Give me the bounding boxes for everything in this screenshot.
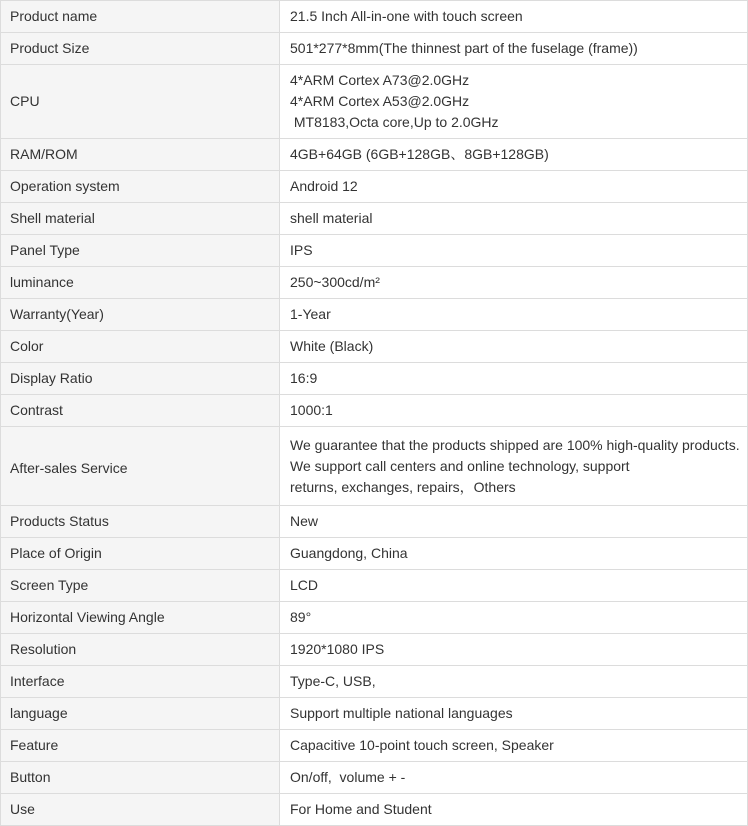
spec-label: Button <box>1 762 280 794</box>
spec-row-product-size <box>1 33 748 65</box>
spec-row-color <box>1 331 748 363</box>
spec-label: Horizontal Viewing Angle <box>1 602 280 634</box>
spec-value <box>280 363 748 395</box>
spec-row-place-of-origin <box>1 538 748 570</box>
spec-value-line: On/off, volume + - <box>290 769 406 785</box>
spec-label: Feature <box>1 730 280 762</box>
spec-row-use <box>1 794 748 826</box>
spec-value <box>280 139 748 171</box>
spec-value <box>280 666 748 698</box>
spec-row-display-ratio <box>1 363 748 395</box>
spec-value <box>280 538 748 570</box>
spec-row-button <box>1 762 748 794</box>
spec-value <box>280 203 748 235</box>
spec-value <box>280 427 748 506</box>
spec-row-resolution <box>1 634 748 666</box>
spec-label: Product Size <box>1 33 280 65</box>
spec-label: Panel Type <box>1 235 280 267</box>
spec-row-interface <box>1 666 748 698</box>
spec-label: Display Ratio <box>1 363 280 395</box>
spec-label: Products Status <box>1 506 280 538</box>
spec-row-screen-type <box>1 570 748 602</box>
spec-row-after-sales-service <box>1 427 748 506</box>
spec-value-line: Type-C, USB, <box>290 673 376 689</box>
spec-value-line: 4*ARM Cortex A53@2.0GHz <box>290 93 470 109</box>
spec-value-line: 1-Year <box>290 306 331 322</box>
spec-value <box>280 331 748 363</box>
spec-row-luminance <box>1 267 748 299</box>
spec-label: luminance <box>1 267 280 299</box>
spec-row-cpu <box>1 65 748 139</box>
spec-value-line: MT8183,Octa core,Up to 2.0GHz <box>290 114 499 130</box>
spec-label: Contrast <box>1 395 280 427</box>
spec-label: Interface <box>1 666 280 698</box>
spec-value-line: 1920*1080 IPS <box>290 641 385 657</box>
spec-value <box>280 1 748 33</box>
spec-row-warranty <box>1 299 748 331</box>
spec-value-line: We guarantee that the products shipped are 100% high-quality products. We support call centers and online technology, support <box>290 436 740 474</box>
spec-row-panel-type <box>1 235 748 267</box>
spec-value <box>280 634 748 666</box>
spec-row-products-status <box>1 506 748 538</box>
spec-value-line: White (Black) <box>290 338 374 354</box>
spec-value-line: 21.5 Inch All-in-one with touch screen <box>290 8 523 24</box>
spec-value <box>280 602 748 634</box>
spec-row-shell-material <box>1 203 748 235</box>
spec-value-line: 16:9 <box>290 370 318 386</box>
spec-value <box>280 395 748 427</box>
spec-value-line: returns, exchanges, repairs，Others <box>290 478 516 495</box>
spec-label: CPU <box>1 65 280 139</box>
spec-value-line: LCD <box>290 577 319 593</box>
spec-row-horizontal-viewing-angle <box>1 602 748 634</box>
spec-value-line: 89° <box>290 609 312 625</box>
spec-label: Resolution <box>1 634 280 666</box>
spec-label: Screen Type <box>1 570 280 602</box>
spec-row-ram-rom <box>1 139 748 171</box>
spec-value-line: IPS <box>290 242 313 258</box>
spec-value-line: 1000:1 <box>290 402 333 418</box>
spec-value-line: 250~300cd/m² <box>290 274 380 290</box>
spec-value <box>280 570 748 602</box>
spec-label: Color <box>1 331 280 363</box>
spec-value-line: shell material <box>290 210 373 226</box>
spec-value-line: For Home and Student <box>290 801 432 817</box>
spec-value <box>280 794 748 826</box>
spec-value-line: New <box>290 513 319 529</box>
spec-label: After-sales Service <box>1 427 280 506</box>
spec-value <box>280 506 748 538</box>
spec-row-language <box>1 698 748 730</box>
spec-value <box>280 698 748 730</box>
spec-label: Shell material <box>1 203 280 235</box>
spec-label: Operation system <box>1 171 280 203</box>
spec-label: Product name <box>1 1 280 33</box>
spec-value-line: Android 12 <box>290 178 358 194</box>
spec-value <box>280 267 748 299</box>
spec-value <box>280 65 748 139</box>
spec-value-line: Guangdong, China <box>290 545 408 561</box>
spec-label: Warranty(Year) <box>1 299 280 331</box>
spec-row-feature <box>1 730 748 762</box>
spec-row-contrast <box>1 395 748 427</box>
spec-label: Use <box>1 794 280 826</box>
spec-value-line: Capacitive 10-point touch screen, Speaker <box>290 737 554 753</box>
spec-row-operation-system <box>1 171 748 203</box>
spec-value <box>280 235 748 267</box>
spec-value <box>280 730 748 762</box>
spec-value <box>280 762 748 794</box>
spec-value <box>280 171 748 203</box>
spec-value-line: 4GB+64GB (6GB+128GB、8GB+128GB) <box>290 146 549 162</box>
spec-label: language <box>1 698 280 730</box>
spec-label: RAM/ROM <box>1 139 280 171</box>
spec-row-product-name <box>1 1 748 33</box>
spec-value-line: 501*277*8mm(The thinnest part of the fuselage (frame)) <box>290 40 638 56</box>
spec-value-line: Support multiple national languages <box>290 705 513 721</box>
spec-label: Place of Origin <box>1 538 280 570</box>
spec-value <box>280 33 748 65</box>
spec-value <box>280 299 748 331</box>
spec-value-line: 4*ARM Cortex A73@2.0GHz <box>290 72 470 88</box>
